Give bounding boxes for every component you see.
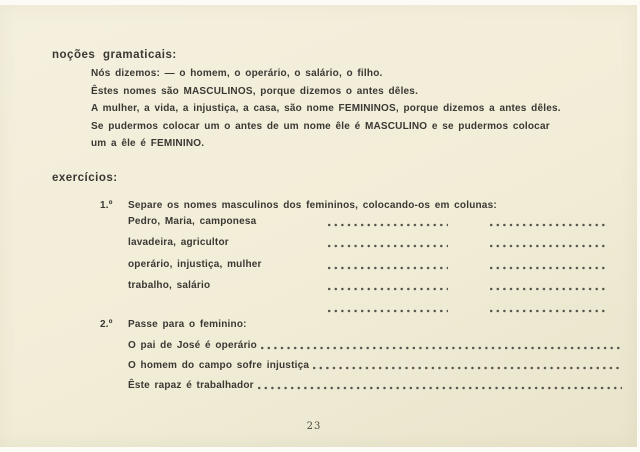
exercise-2-header <box>100 314 247 332</box>
page-number: 23 <box>306 421 322 432</box>
scanned-book-page <box>0 5 637 447</box>
dotted-leader <box>313 366 622 370</box>
exercise-1-answer-table <box>128 212 622 319</box>
answer-dots-feminine-column <box>490 309 608 313</box>
answer-dots-feminine-column <box>490 223 608 227</box>
grammar-line: um a êle é FEMININO. <box>91 138 205 150</box>
fill-in-sentence: O homem do campo sofre injustiça <box>128 360 310 371</box>
word-list-cell: lavadeira, agricultor <box>128 237 229 249</box>
answer-dots-feminine-column <box>490 244 608 248</box>
answer-dots-masculine-column <box>328 244 448 248</box>
fill-in-sentence: Êste rapaz é trabalhador <box>128 380 254 391</box>
table-row <box>128 212 622 233</box>
answer-dots-masculine-column <box>328 223 448 227</box>
table-row <box>128 276 622 297</box>
exercises-section-heading: exercícios: <box>52 172 118 184</box>
grammar-line: Se pudermos colocar um o antes de um nome êle é MASCULINO e se pudermos colocar <box>91 120 550 132</box>
answer-dots-masculine-column <box>328 309 448 313</box>
word-list-cell: trabalho, salário <box>128 280 211 292</box>
fill-in-line <box>128 352 622 372</box>
word-list-cell: operário, injustiça, mulher <box>128 258 262 270</box>
exercise-1-instruction: Separe os nomes masculinos dos femininos, colocando-os em colunas: <box>128 200 497 211</box>
exercise-1-number: 1.º <box>100 200 113 211</box>
exercise-2-instruction: Passe para o feminino: <box>128 319 247 330</box>
answer-dots-feminine-column <box>490 266 608 270</box>
answer-dots-feminine-column <box>490 287 608 291</box>
dotted-leader <box>261 346 622 350</box>
fill-in-line <box>128 372 622 392</box>
grammar-line: Êstes nomes são MASCULINOS, porque dizemos o antes dêles. <box>91 85 419 97</box>
answer-dots-masculine-column <box>328 266 448 270</box>
grammar-line: A mulher, a vida, a injustiça, a casa, são nome FEMININOS, porque dizemos a antes dêles. <box>91 103 561 115</box>
grammar-paragraph <box>91 65 561 153</box>
grammar-line: Nós dizemos: — o homem, o operário, o salário, o filho. <box>91 68 383 79</box>
table-row <box>128 255 622 276</box>
exercise-2-answer-lines <box>128 332 622 392</box>
grammar-section-heading: noções gramaticais: <box>52 49 177 61</box>
table-row <box>128 233 622 254</box>
answer-dots-masculine-column <box>328 287 448 291</box>
fill-in-sentence: O pai de José é operário <box>128 340 257 351</box>
exercise-2-number: 2.º <box>100 319 113 330</box>
exercise-1-header <box>100 195 497 213</box>
dotted-leader <box>258 386 622 390</box>
fill-in-line <box>128 332 622 352</box>
word-list-cell: Pedro, Maria, camponesa <box>128 216 257 227</box>
